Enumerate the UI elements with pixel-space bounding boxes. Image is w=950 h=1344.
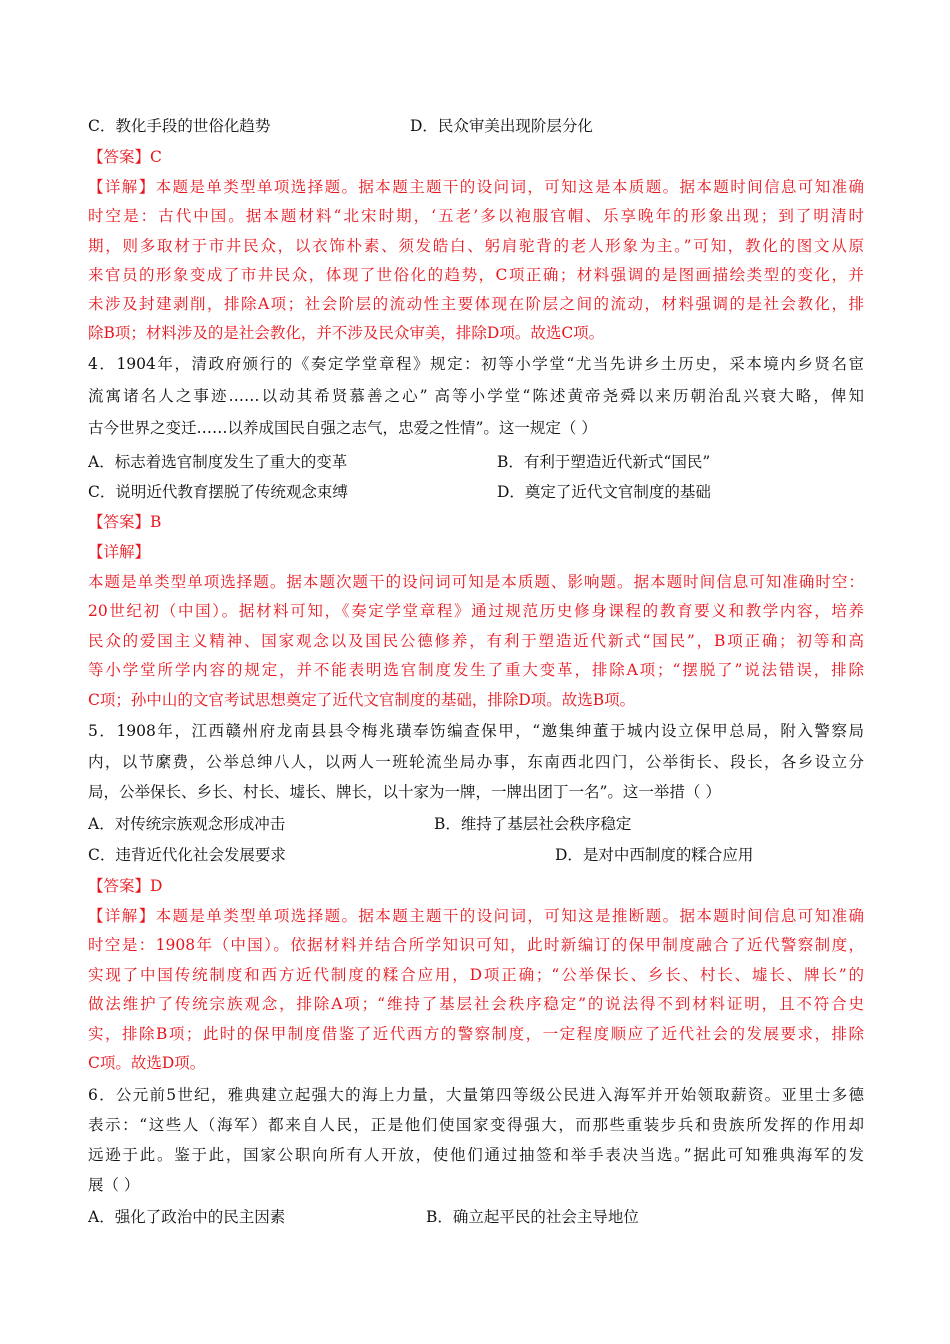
q5-explanation-line: 做法维护了传统宗族观念，排除A项；“维持了基层社会秩序稳定”的说法得不到材料证明，且不符合史 — [88, 995, 864, 1013]
q6-stem-line: 表示：“这些人（海军）都来自人民，正是他们使国家变得强大，而那些重装步兵和贵族所发挥的作用却 — [88, 1116, 864, 1134]
q6-option-b: B．确立起平民的社会主导地位 — [426, 1208, 639, 1226]
q5-stem-line: 5．1908年，江西赣州府龙南县县令梅兆璜奉饬编查保甲，“邀集绅董于城内设立保甲总局，附入警察局 — [88, 722, 864, 740]
q4-stem-line: 流寓诸名人之事迹……以动其希贤慕善之心” 高等小学堂“陈述黄帝尧舜以来历朝治乱兴衰大略，俾知 — [88, 387, 864, 405]
q4-option-c: C．说明近代教育摆脱了传统观念束缚 — [88, 483, 348, 501]
q3-explanation-line: 来官员的形象变成了市井民众，体现了世俗化的趋势，C项正确；材料强调的是图画描绘类型的变化，并 — [88, 266, 864, 284]
q5-answer: 【答案】D — [88, 877, 163, 895]
q3-explanation-line: 除B项；材料涉及的是社会教化，并不涉及民众审美，排除D项。故选C项。 — [88, 324, 605, 342]
q5-explanation-line: C项。故选D项。 — [88, 1054, 206, 1072]
q4-option-a: A．标志着选官制度发生了重大的变革 — [88, 453, 348, 471]
q4-explanation-line: 20世纪初（中国）。据材料可知，《奏定学堂章程》通过规范历史修身课程的教育要义和教学内容，培养 — [88, 602, 864, 620]
q3-option-c: C．教化手段的世俗化趋势 — [88, 117, 271, 135]
q5-option-c: C．违背近代化社会发展要求 — [88, 846, 286, 864]
q4-explanation-line: 民众的爱国主义精神、国家观念以及国民公德修养，有利于塑造近代新式“国民”，B项正确；初等和高 — [88, 632, 864, 650]
q5-option-a: A．对传统宗族观念形成冲击 — [88, 815, 286, 833]
q3-explanation-line: 期，则多取材于市井民众，以衣饰朴素、须发皓白、躬肩驼背的老人形象为主。”可知，教化的图文从原 — [88, 237, 864, 255]
q5-stem-line: 内，以节縻费，公举总绅八人，以两人一班轮流坐局办事，东南西北四门，公举街长、段长，各乡设立分 — [88, 753, 864, 771]
q5-stem-line: 局，公举保长、乡长、村长、墟长、牌长，以十家为一牌，一牌出团丁一名”。这一举措（ ） — [88, 783, 721, 801]
q3-answer: 【答案】C — [88, 148, 162, 166]
q6-stem-line: 6．公元前5世纪，雅典建立起强大的海上力量，大量第四等级公民进入海军并开始领取薪资。亚里士多德 — [88, 1086, 864, 1104]
q4-explanation-line: 等小学堂所学内容的规定，并不能表明选官制度发生了重大变革，排除A项；“摆脱了”说法错误，排除 — [88, 661, 864, 679]
q4-stem-line: 4．1904年，清政府颁行的《奏定学堂章程》规定：初等小学堂“尤当先讲乡土历史，采本境内乡贤名宦 — [88, 355, 864, 373]
q5-explanation-line: 实现了中国传统制度和西方近代制度的糅合应用，D项正确；“公举保长、乡长、村长、墟长、牌长”的 — [88, 966, 864, 984]
q6-stem-line: 远逊于此。鉴于此，国家公职向所有人开放，使他们通过抽签和举手表决当选。”据此可知雅典海军的发 — [88, 1146, 864, 1164]
q3-explanation-line: 未涉及封建剥削，排除A项；社会阶层的流动性主要体现在阶层之间的流动，材料强调的是社会教化，排 — [88, 295, 864, 313]
q3-explanation-line: 时空是：古代中国。据本题材料“北宋时期，‘五老’多以袍服官帽、乐享晚年的形象出现；到了明清时 — [88, 207, 864, 225]
q5-explanation-line: 实，排除B项；此时的保甲制度借鉴了近代西方的警察制度，一定程度顺应了近代社会的发展要求，排除 — [88, 1025, 864, 1043]
q4-explanation-line: C项；孙中山的文官考试思想奠定了近代文官制度的基础，排除D项。故选B项。 — [88, 691, 636, 709]
q6-stem-line: 展（ ） — [88, 1176, 140, 1194]
q5-option-d: D．是对中西制度的糅合应用 — [555, 846, 754, 864]
q4-explanation-header: 【详解】 — [88, 543, 151, 561]
q4-answer: 【答案】B — [88, 513, 162, 531]
q5-explanation-line: 时空是：1908年（中国）。依据材料并结合所学知识可知，此时新编订的保甲制度融合了近代警察制度， — [88, 936, 864, 954]
q5-option-b: B．维持了基层社会秩序稳定 — [434, 815, 632, 833]
q3-option-d: D．民众审美出现阶层分化 — [410, 117, 593, 135]
q3-explanation-line: 【详解】本题是单类型单项选择题。据本题主题干的设问词，可知这是本质题。据本题时间信息可知准确 — [88, 178, 864, 196]
q4-stem-line: 古今世界之变迁……以养成国民自强之志气，忠爱之性情”。这一规定（ ） — [88, 419, 597, 437]
q6-option-a: A．强化了政治中的民主因素 — [88, 1208, 286, 1226]
q4-option-d: D．奠定了近代文官制度的基础 — [497, 483, 711, 501]
q4-option-b: B．有利于塑造近代新式“国民” — [497, 453, 711, 471]
q4-explanation-line: 本题是单类型单项选择题。据本题次题干的设问词可知是本质题、影响题。据本题时间信息可知准确时空： — [88, 573, 864, 591]
q5-explanation-line: 【详解】本题是单类型单项选择题。据本题主题干的设问词，可知这是推断题。据本题时间信息可知准确 — [88, 907, 864, 925]
